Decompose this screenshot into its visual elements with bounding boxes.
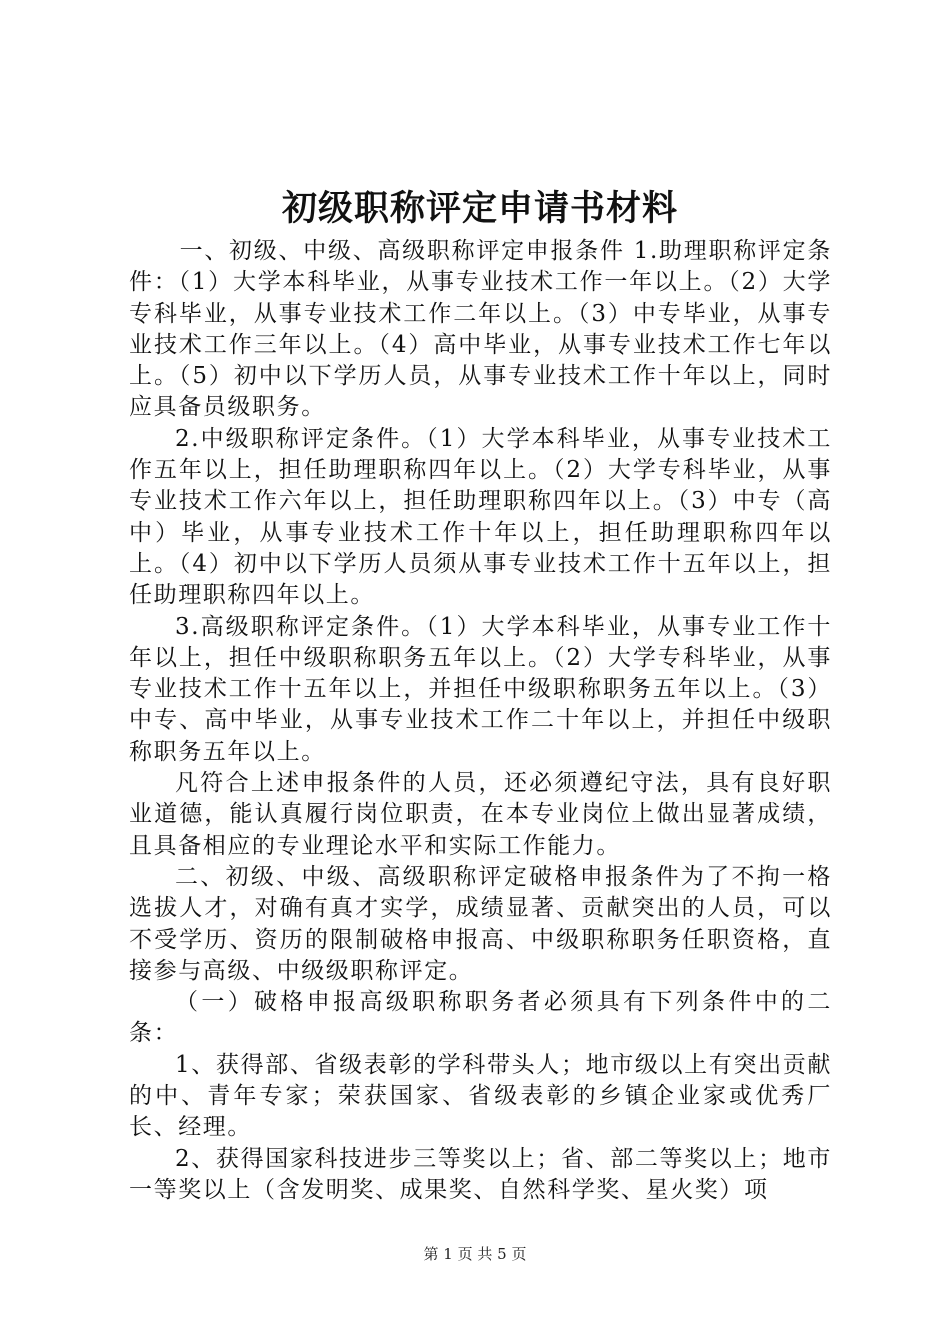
paragraph-exceptional-conditions: 二、初级、中级、高级职称评定破格申报条件为了不拘一格选拔人才，对确有真才实学，成绩显著、贡献突出的人员，可以不受学历、资历的限制破格申报高、中级职称职务任职资格，直接参与高级、中级级职称评定。	[129, 863, 832, 984]
paragraph-senior-conditions: 3.高级职称评定条件。（1）大学本科毕业，从事专业工作十年以上，担任中级职称职务五年以上。（2）大学专科毕业，从事专业技术工作十五年以上，并担任中级职称职务五年以上。（3）中专、高中毕业，从事专业技术工作二十年以上，并担任中级职称职务五年以上。	[129, 613, 832, 765]
page-number-footer: 第 1 页 共 5 页	[423, 1245, 527, 1263]
paragraph-condition-2: 2、获得国家科技进步三等奖以上；省、部二等奖以上；地市一等奖以上（含发明奖、成果奖、自然科学奖、星火奖）项	[129, 1145, 832, 1203]
document-body	[129, 236, 832, 1206]
paragraph-intermediate-conditions: 2.中级职称评定条件。（1）大学本科毕业，从事专业技术工作五年以上，担任助理职称四年以上。（2）大学专科毕业，从事专业技术工作六年以上，担任助理职称四年以上。（3）中专（高中）毕业，从事专业技术工作十年以上，担任助理职称四年以上。（4）初中以下学历人员须从事专业技术工作十五年以上，担任助理职称四年以上。	[129, 425, 832, 609]
paragraph-condition-1: 1、获得部、省级表彰的学科带头人；地市级以上有突出贡献的中、青年专家；荣获国家、省级表彰的乡镇企业家或优秀厂长、经理。	[129, 1051, 832, 1141]
paragraph-exceptional-senior-heading: （一）破格申报高级职称职务者必须具有下列条件中的二条：	[129, 989, 832, 1047]
document-title: 初级职称评定申请书材料	[281, 188, 678, 229]
paragraph-application-conditions: 一、初级、中级、高级职称评定申报条件 1.助理职称评定条件：（1）大学本科毕业，从事专业技术工作一年以上。（2）大学专科毕业，从事专业技术工作二年以上。（3）中专毕业，从事专业技术工作三年以上。（4）高中毕业，从事专业技术工作七年以上。（5）初中以下学历人员，从事专业技术工作十年以上，同时应具备员级职务。	[129, 238, 832, 421]
paragraph-general-requirements: 凡符合上述申报条件的人员，还必须遵纪守法，具有良好职业道德，能认真履行岗位职责，在本专业岗位上做出显著成绩，且具备相应的专业理论水平和实际工作能力。	[129, 770, 832, 859]
